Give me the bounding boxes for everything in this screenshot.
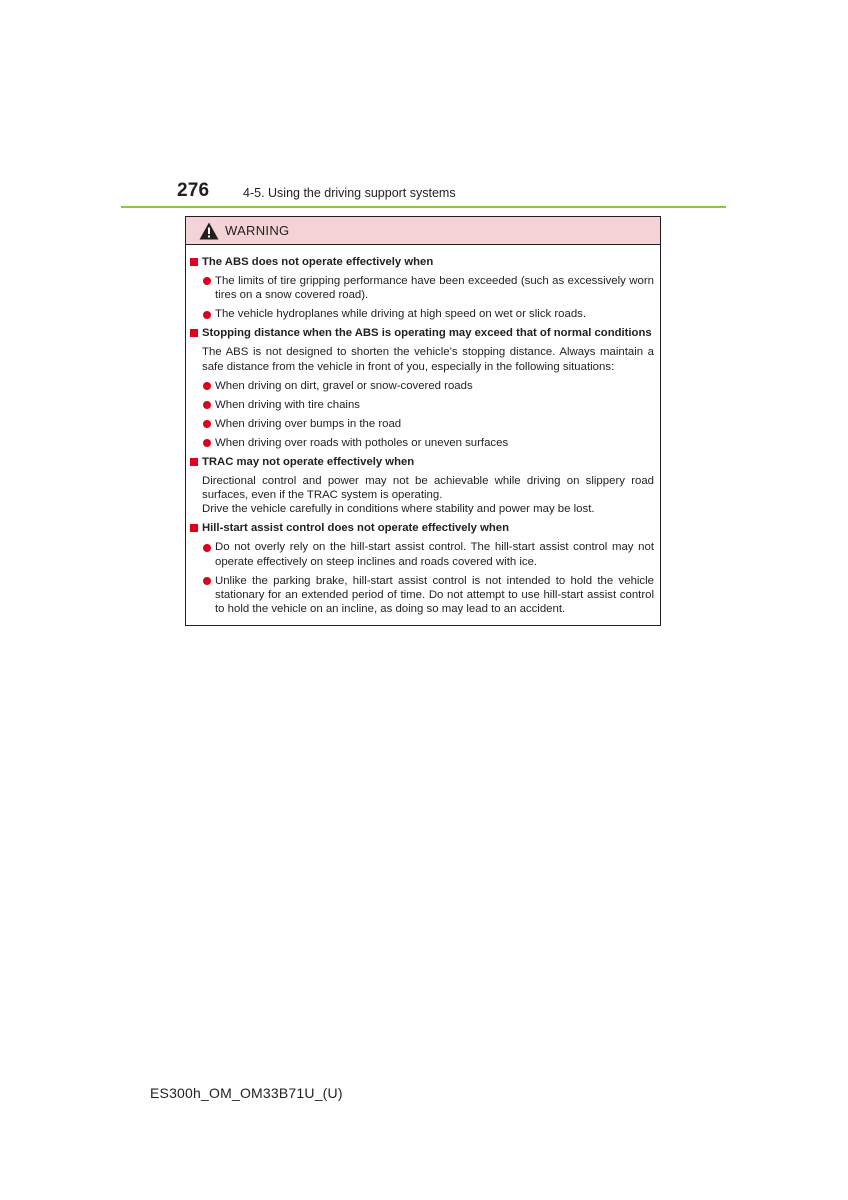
section-heading-text: Hill-start assist control does not operate effectively when	[202, 522, 509, 535]
warning-header	[186, 217, 660, 245]
round-bullet-icon	[203, 420, 211, 428]
section-heading-text: Stopping distance when the ABS is operating may exceed that of normal conditions	[202, 327, 652, 340]
warning-box	[185, 216, 661, 626]
round-bullet-icon	[203, 577, 211, 585]
warning-body	[186, 245, 660, 617]
round-bullet-icon	[203, 439, 211, 447]
list-item	[203, 574, 654, 617]
section-heading-hill-start	[190, 521, 654, 535]
paragraph-line: Drive the vehicle carefully in conditions where stability and power may be lost.	[202, 503, 595, 516]
list-item	[203, 307, 654, 321]
list-item-text: The vehicle hydroplanes while driving at high speed on wet or slick roads.	[215, 308, 587, 321]
warning-triangle-icon	[199, 222, 219, 240]
round-bullet-icon	[203, 311, 211, 319]
list-item-text: When driving over bumps in the road	[215, 417, 402, 430]
section-heading-text: TRAC may not operate effectively when	[202, 455, 415, 468]
footer-document-code: ES300h_OM_OM33B71U_(U)	[150, 1085, 343, 1101]
round-bullet-icon	[203, 401, 211, 409]
warning-title: WARNING	[225, 223, 290, 238]
section-heading-abs	[190, 255, 654, 269]
list-item-text: The limits of tire gripping performance have been exceeded (such as excessively worn tires on a snow covered road).	[215, 274, 654, 302]
list-item	[203, 398, 654, 412]
list-item	[203, 379, 654, 393]
list-item-text: When driving with tire chains	[215, 398, 360, 411]
list-item-text: When driving on dirt, gravel or snow-covered roads	[215, 379, 473, 392]
list-item	[203, 274, 654, 303]
list-item	[203, 540, 654, 569]
section-paragraph: The ABS is not designed to shorten the vehicle’s stopping distance. Always maintain a safe distance from the vehicle in front of you, especially in the following situations:	[202, 346, 654, 373]
list-item	[203, 436, 654, 450]
list-item-text: Unlike the parking brake, hill-start assist control is not intended to hold the vehicle stationary for an extended period of time. Do not attempt to use hill-start assist control to hold the vehicle on an incline, as doing so may lead to an accident.	[215, 574, 654, 616]
list-item-text: Do not overly rely on the hill-start assist control. The hill-start assist control may not operate effectively on steep inclines and roads covered with ice.	[215, 541, 654, 568]
section-heading-text: The ABS does not operate effectively when	[202, 256, 434, 268]
section-title: 4-5. Using the driving support systems	[243, 186, 456, 200]
square-bullet-icon	[190, 524, 198, 532]
page-number: 276	[177, 180, 210, 201]
list-item-text: When driving over roads with potholes or uneven surfaces	[215, 436, 509, 449]
square-bullet-icon	[190, 329, 198, 337]
list-item	[203, 417, 654, 431]
round-bullet-icon	[203, 544, 211, 552]
header-rule	[121, 206, 726, 208]
section-paragraph	[202, 474, 654, 517]
round-bullet-icon	[203, 382, 211, 390]
section-heading-stopping-distance	[190, 326, 654, 340]
square-bullet-icon	[190, 458, 198, 466]
section-heading-trac	[190, 455, 654, 469]
round-bullet-icon	[203, 277, 211, 285]
paragraph-line: Directional control and power may not be achievable while driving on slippery road surfaces, even if the TRAC system is operating.	[202, 474, 654, 501]
square-bullet-icon	[190, 258, 198, 266]
